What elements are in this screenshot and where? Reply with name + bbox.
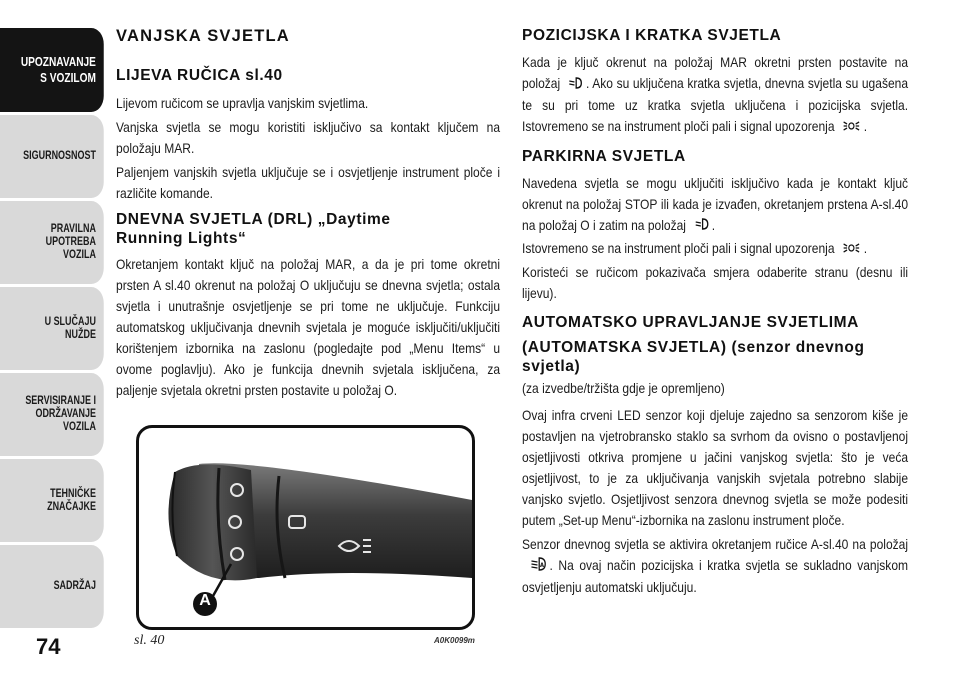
paragraph: Kada je ključ okrenut na položaj MAR okretni prsten postavite na položaj . Ako su uključena kratka svjetla, dnevna svjetla su ugašena te su pri tome uz kratka svjetla uključena i pozicijska svjetla. Istovremeno se na instrument ploči pali i signal upozorenja .	[522, 52, 908, 138]
section-title: VANJSKA SVJETLA	[116, 27, 290, 45]
tab-servisiranje-i-odrzavanje[interactable]: SERVISIRANJE I ODRŽAVANJE VOZILA	[0, 373, 104, 456]
paragraph: Ovaj infra crveni LED senzor koji djeluje zajedno sa senzorom kiše je postavljen na vjetrobransko staklo sa svrhom da ovisno o postavljenoj osjetljivosti otkriva promjene u jačini vanjskog svjetla: što je veća osjetljivost, to je za uključivanja vanjskih svjetala potrebno slabije vanjsko svjetlo. Osjetljivost senzora dnevnog svjetla se može podesiti putem „Set-up Menu“-izbornika na zaslonu instrument ploče.	[522, 407, 909, 529]
figure-left-lever	[136, 425, 475, 630]
paragraph: Koristeći se ručicom pokazivača smjera odaberite stranu (desnu ili lijevu).	[522, 264, 909, 302]
position-lights-icon	[843, 117, 860, 138]
paragraph: Lijevom ručicom se upravlja vanjskim svjetlima.	[116, 95, 369, 111]
paragraph: Vanjska svjetla se mogu koristiti isključivo sa kontakt ključem na položaju MAR.	[116, 119, 501, 156]
page-number: 74	[36, 634, 61, 659]
subheading-left-lever: LIJEVA RUČICA sl.40	[116, 67, 283, 84]
heading-automatic-lights-sub: (AUTOMATSKA SVJETLA) (senzor dnevnog svjetla)	[522, 339, 865, 376]
figure-label-a: A	[199, 592, 211, 609]
paragraph: Istovremeno se na instrument ploči pali i signal upozorenja .	[522, 238, 908, 260]
heading-automatic-lights: AUTOMATSKO UPRAVLJANJE SVJETLIMA	[522, 314, 859, 332]
tab-pravilna-upotreba-vozila[interactable]: PRAVILNA UPOTREBA VOZILA	[0, 201, 104, 284]
svg-text:A: A	[540, 562, 545, 570]
paragraph: Senzor dnevnog svjetla se aktivira okretanjem ručice A-sl.40 na položaj A . Na ovaj način pozicijska i kratka svjetla se sukladno vanjskom osvjetljenju automatski uključuju.	[522, 536, 909, 595]
tab-tehnicke-znacajke[interactable]: TEHNIČKE ZNAČAJKE	[0, 459, 104, 542]
paragraph-note: (za izvedbe/tržišta gdje je opremljeno)	[522, 380, 725, 397]
figure-code: A0K0099m	[434, 636, 475, 645]
tab-sadrzaj[interactable]: SADRŽAJ	[0, 545, 104, 628]
left-column	[116, 26, 500, 401]
right-column	[522, 26, 908, 598]
subheading-drl: DNEVNA SVJETLA (DRL) „Daytime Running Lights“	[116, 211, 391, 247]
paragraph: Navedena svjetla se mogu uključiti isključivo kada je kontakt ključ okrenut na položaj STOP ili kada je izvađen, okretanjem prstena A-sl.40 na položaj O i zatim na položaj .	[522, 173, 908, 237]
position-lights-icon	[843, 239, 860, 260]
tab-u-slucaju-nuzde[interactable]: U SLUČAJU NUŽDE	[0, 287, 104, 370]
low-beam-icon	[695, 215, 709, 236]
auto-lights-icon	[531, 556, 546, 577]
low-beam-icon	[569, 74, 583, 95]
lever-illustration	[139, 428, 472, 627]
heading-parking-lights: PARKIRNA SVJETLA	[522, 147, 686, 165]
tab-sigurnosnost[interactable]: SIGURNOSNOST	[0, 115, 104, 198]
figure-caption: sl. 40	[134, 633, 165, 648]
paragraph: Paljenjem vanjskih svjetla uključuje se i osvjetljenje instrument ploče i različite komande.	[116, 164, 501, 201]
paragraph: Okretanjem kontakt ključ na položaj MAR, a da je pri tome okretni prsten A sl.40 okrenut na položaj O uključuju se dnevna svjetla; ostala svjetla i unutrašnje osvjetljenje se pri tome ne uključuje. Funkciju automatskog uključivanja dnevnih svjetala je moguće isključiti/uključiti korištenjem izbornika na zaslonu (pogledajte pod „Menu Items“ u ovome poglavlju). Ako je funkcija dnevnih svjetala isključena, za paljenje svjetala okretni prsten postavite u položaj O.	[116, 256, 501, 398]
chapter-sidebar	[0, 28, 104, 631]
heading-position-low-beam: POZICIJSKA I KRATKA SVJETLA	[522, 27, 782, 44]
tab-upoznavanje-s-vozilom[interactable]: UPOZNAVANJE S VOZILOM	[0, 28, 104, 112]
